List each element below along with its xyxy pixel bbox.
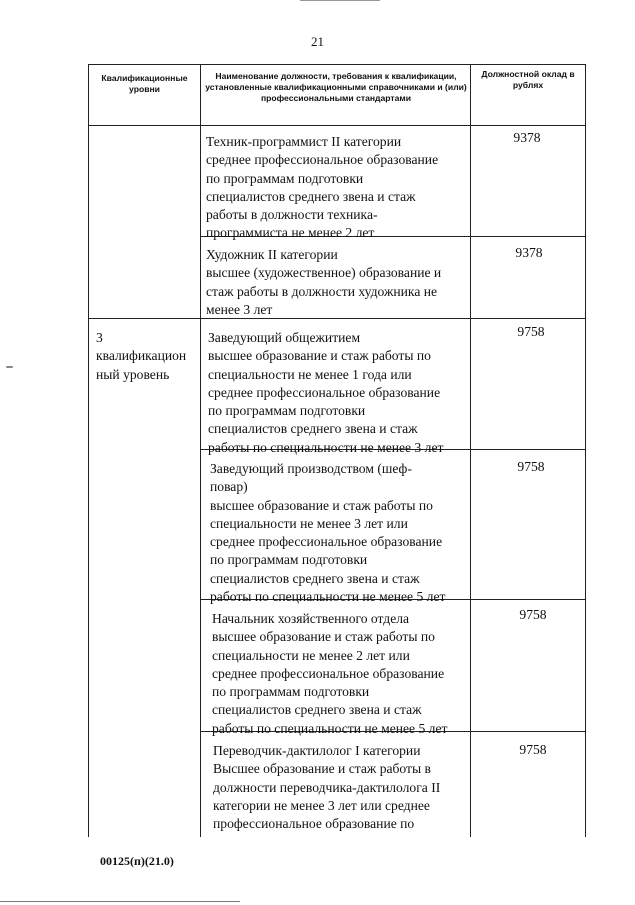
top-edge-mark — [300, 0, 380, 1]
bottom-edge-mark — [0, 901, 240, 902]
salary-value: 9758 — [519, 607, 547, 622]
column-divider-2 — [470, 65, 471, 837]
salary-value: 9758 — [519, 742, 547, 757]
table-row: Техник-программист II категории среднее профессиональное образование по программам подготовки специалистов среднего звена и стаж работы в должности техника- программиста не менее 2 лет — [206, 134, 439, 241]
page-number: 21 — [311, 34, 324, 49]
table-row: Заведующий производством (шеф- повар) высшее образование и стаж работы по специальности не менее 3 лет или среднее профессиональное образование по программам подготовки специалистов среднего звена и стаж работы по специальности не менее 5 лет — [210, 461, 446, 605]
salary-value: 9758 — [517, 459, 545, 474]
column-divider-1 — [200, 65, 201, 837]
qualification-level-label: 3 квалификацион ный уровень — [96, 330, 187, 382]
qualification-table — [88, 64, 586, 837]
header-qualification-levels: Квалификационные уровни — [101, 73, 188, 94]
salary-value: 9378 — [515, 245, 543, 260]
table-row: Переводчик-дактилолог I категории Высшее образование и стаж работы в должности переводчика-дактилолога II категории не менее 3 лет или среднее профессиональное образование по — [213, 743, 441, 832]
table-row: Начальник хозяйственного отдела высшее образование и стаж работы по специальности не менее 2 лет или среднее профессиональное образование по программам подготовки специалистов среднего звена и стаж работы по специальности не менее 5 лет — [212, 611, 448, 736]
salary-value: 9758 — [517, 324, 545, 339]
document-code: 00125(п)(21.0) — [100, 854, 174, 868]
header-bottom-rule — [89, 125, 585, 126]
header-position-requirements: Наименование должности, требования к квалификации, установленные квалификационными справочниками и (или) профессиональными стандартами — [205, 71, 467, 103]
table-row: Заведующий общежитием высшее образование и стаж работы по специальности не менее 1 года или среднее профессиональное образование по программам подготовки специалистов среднего звена и стаж работы по специальности не менее 3 лет — [208, 330, 444, 455]
header-salary: Должностной оклад в рублях — [481, 69, 575, 90]
scan-speck — [6, 366, 13, 368]
salary-value: 9378 — [513, 130, 541, 145]
table-row: Художник II категории высшее (художественное) образование и стаж работы в должности художника не менее 3 лет — [206, 247, 442, 317]
